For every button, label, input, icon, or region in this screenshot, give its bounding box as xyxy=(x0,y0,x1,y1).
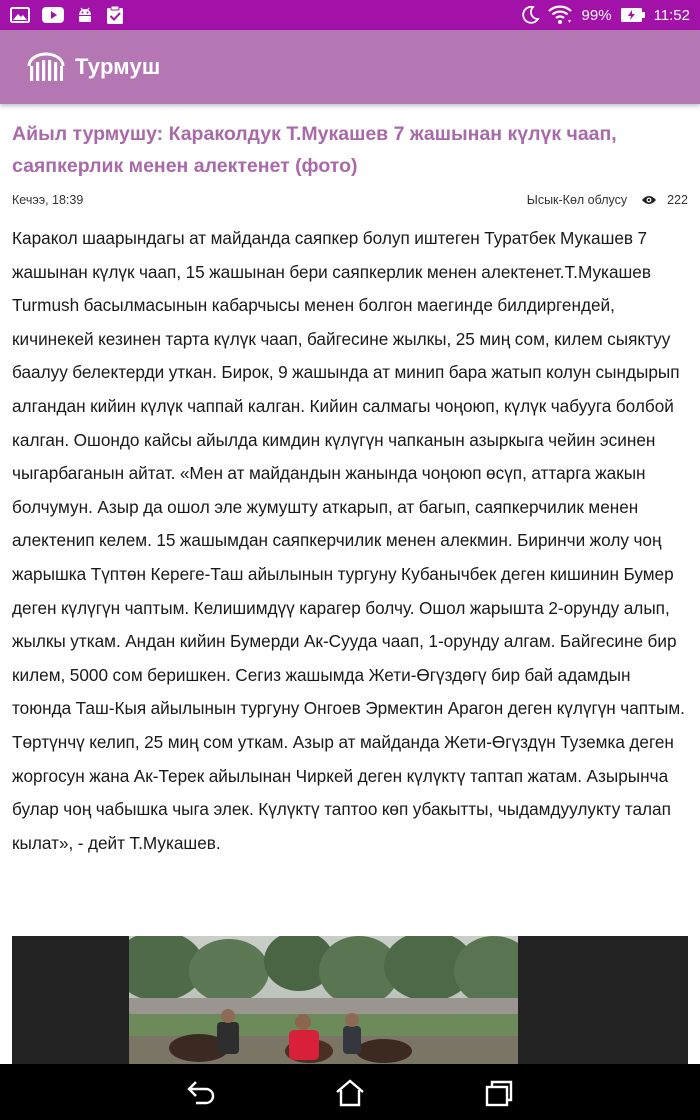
recent-apps-icon xyxy=(484,1079,514,1107)
home-icon xyxy=(335,1079,365,1107)
eye-icon xyxy=(641,194,657,206)
home-button[interactable] xyxy=(333,1076,367,1110)
article-meta xyxy=(12,190,688,210)
navigation-bar xyxy=(0,1064,700,1120)
moon-icon xyxy=(520,5,540,25)
view-count: 222 xyxy=(667,193,688,207)
status-bar xyxy=(0,0,700,30)
notification-icons xyxy=(10,5,124,25)
wifi-icon xyxy=(548,5,574,25)
recent-apps-button[interactable] xyxy=(482,1076,516,1110)
clock: 11:52 xyxy=(653,6,690,24)
youtube-icon xyxy=(42,7,64,23)
article-body: Каракол шаарындагы ат майданда саяпкер болуп иштеген Туратбек Мукашев 7 жашынан күлүк чаап, 15 жашынан бери саяпкерлик менен алектенет.Т.Мукашев Turmush басылмасынын кабарчысы менен болгон маегинде билдиргендей, кичинекей кезинен тарта күлүк чаап, байгесине жылкы, 25 миң сом, килем сыяктуу баалуу белектерди уткан. Бирок, 9 жашында ат минип бара жатып колун сындырып алгандан кийин күлүк чаппай калган. Кийин салмагы чоңоюп, күлүк чабууга болбой калган. Ошондо кайсы айылда кимдин күлүгүн чапканын азыркыга чейин эсинен чыгарбаганын айтат. «Мен ат майдандын жанында чоңоюп өсүп, аттарга жакын болчумун. Азыр да ошол эле жумушту аткарып, ат багып, саяпкерчилик менен алектенип келем. 15 жашымдан саяпкерчилик менен алекмин. Биринчи жолу чоң жарышка Түптөн Кереге-Таш айылынын тургуну Кубанычбек деген кишинин Бумер деген күлүгүн чаптым. Келишимдүү карагер болчу. Ошол жарышта 2-орунду алып, жылкы уткам. Андан кийин Бумерди Ак-Сууда чаап, 1-орунду алгам. Байгесине бир килем, 5000 сом беришкен. Сегиз жашымда Жети-Өгүздөгү бир бай адамдын тоюнда Таш-Кыя айылынын тургуну Онгоев Эрмектин Арагон деген күлүгүн чаптым. Төртүнчү келип, 25 миң сом уткам. Азыр ат майданда Жети-Өгүздүн Туземка деген жоргосун жана Ак-Терек айылынан Чиркей деген күлүктү таптап жатам. Азырынча булар чоң чабышка чыга элек. Күлүктү таптоо көп убакытты, чыдамдуулукту талап кылат», - дейт Т.Мукашев. xyxy=(12,228,685,853)
article-photo-container[interactable] xyxy=(12,936,688,1064)
battery-percent: 99% xyxy=(581,6,612,24)
clipboard-check-icon xyxy=(106,5,124,25)
back-icon xyxy=(186,1080,216,1106)
app-title: Турмуш xyxy=(75,54,161,79)
article-meta-right xyxy=(527,193,688,207)
gallery-icon xyxy=(10,7,30,23)
battery-charging-icon xyxy=(620,6,646,24)
back-button[interactable] xyxy=(184,1076,218,1110)
app-bar xyxy=(0,30,700,104)
turmush-logo-icon[interactable] xyxy=(27,52,65,82)
article-date: Кечээ, 18:39 xyxy=(12,193,84,207)
system-status xyxy=(520,5,690,25)
android-icon xyxy=(76,6,94,24)
article xyxy=(12,104,688,860)
article-region[interactable]: Ысык-Көл облусу xyxy=(526,193,628,207)
article-title: Айыл турмушу: Караколдук Т.Мукашев 7 жашынан күлүк чаап, саяпкерлик менен алектенет (фото) xyxy=(12,123,617,177)
article-photo[interactable] xyxy=(129,936,518,1064)
